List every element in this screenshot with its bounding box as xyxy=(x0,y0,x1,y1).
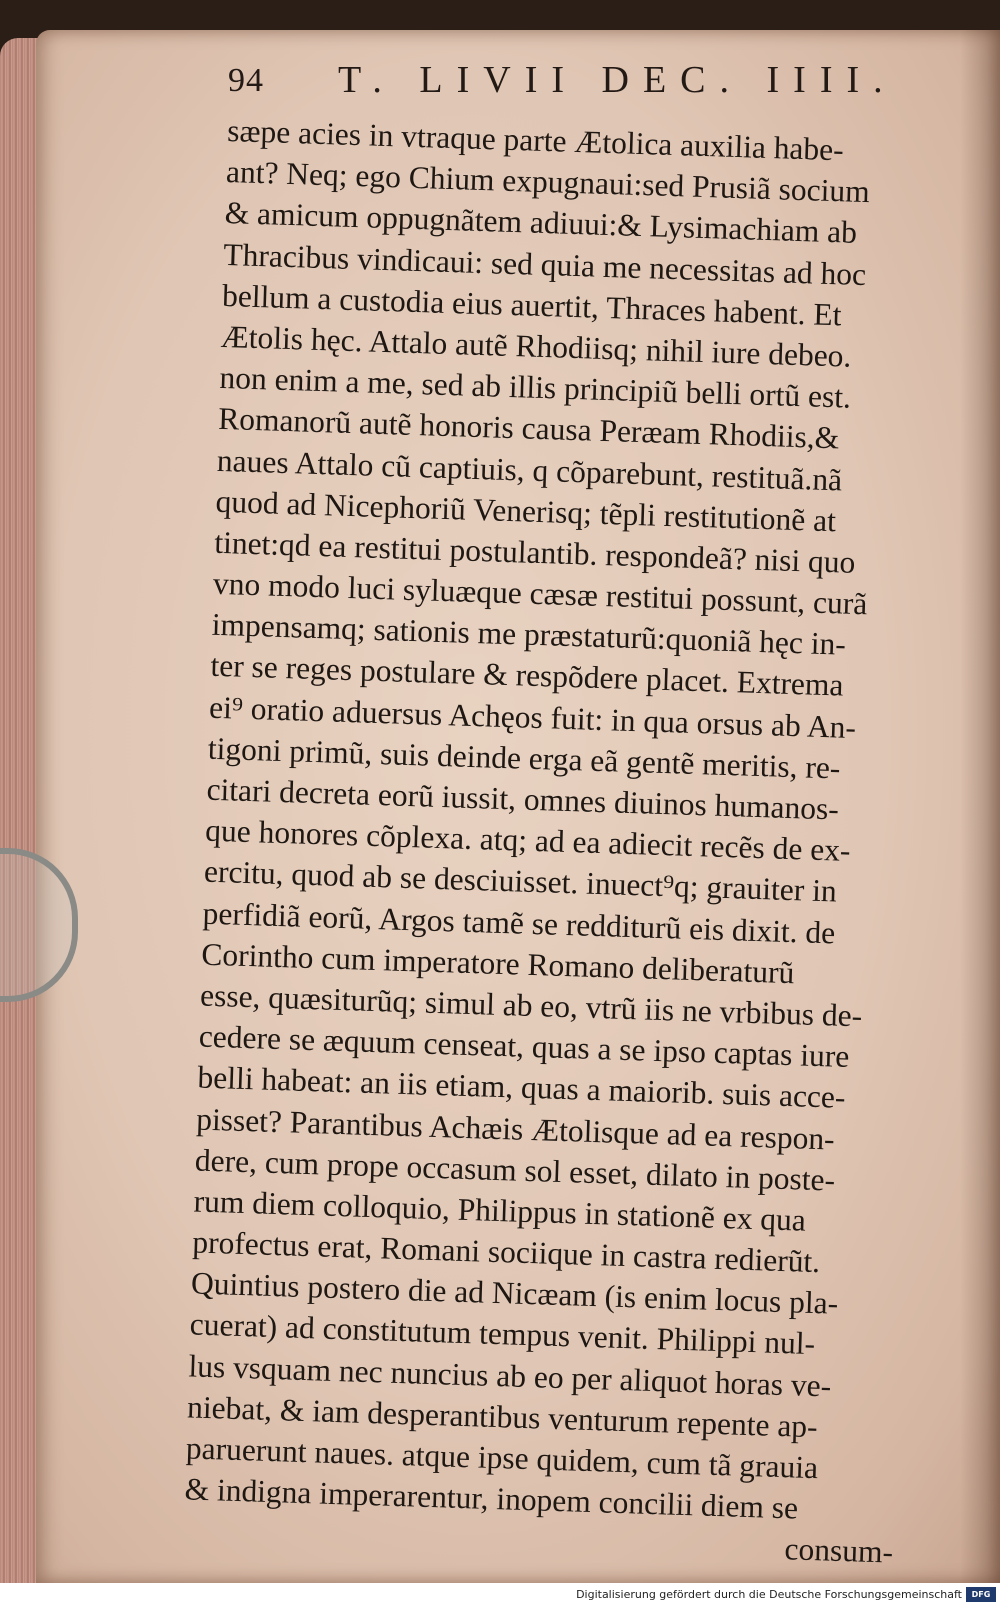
footer-bar xyxy=(0,1583,1000,1609)
text-line: rum diem colloquio, Philippus in stationẽ ex qua xyxy=(193,1183,807,1238)
text-line: niebat, & iam desperantibus venturum repente ap- xyxy=(186,1389,819,1444)
text-line: citari decreta eorũ iussit, omnes diuinos humanos- xyxy=(206,771,840,827)
text-line: que honores cõplexa. atq; ad ea adiecit recẽs de ex- xyxy=(204,812,852,869)
footer-credit: Digitalisierung gefördert durch die Deutsche Forschungsgemeinschaft xyxy=(576,1588,962,1601)
text-line: Romanorũ autẽ honoris causa Peræam Rhodiis,& xyxy=(217,401,840,456)
text-line: belli habeat: an iis etiam, quas a maiorib. suis acce- xyxy=(197,1059,846,1116)
text-line: Corintho cum imperatore Romano deliberaturũ xyxy=(200,936,795,990)
text-line: ant? Neq; ego Chium expugnaui:sed Prusiã socium xyxy=(225,154,871,210)
text-line: paruerunt naues. atque ipse quidem, cum tã grauia xyxy=(185,1430,819,1486)
page-number: 94 xyxy=(228,62,264,99)
text-line: Quintius postero die ad Nicæam (is enim locus pla- xyxy=(190,1265,839,1321)
text-line: naues Attalo cũ captiuis, q cõparebunt, restituã.nã xyxy=(216,442,843,497)
text-line: perfidiã eorũ, Argos tamẽ se redditurũ eis dixit. de xyxy=(202,895,836,951)
text-line: ercitu, quod ab se desciuisset. inuect⁹q; grauiter in xyxy=(203,854,838,909)
text-line: pisset? Parantibus Achæis Ætolisque ad ea respon- xyxy=(195,1101,836,1157)
text-line: cedere se æquum censeat, quas a se ipso captas iure xyxy=(198,1018,850,1075)
text-line: quod ad Nicephoriũ Venerisq; tẽpli restitutionẽ at xyxy=(215,483,837,538)
text-line: sæpe acies in vtraque parte Ætolica auxilia habe- xyxy=(226,112,845,168)
text-line: tinet:qd ea restitui postulantib. respondeã? nisi quo xyxy=(213,524,856,580)
page-header xyxy=(228,59,918,108)
text-line: non enim a me, sed ab illis principiũ belli ortũ est. xyxy=(219,360,852,415)
catchword: consum- xyxy=(784,1531,894,1570)
text-line: esse, quæsiturũq; simul ab eo, vtrũ iis ne vrbibus de- xyxy=(199,977,863,1034)
text-line: lus vsquam nec nuncius ab eo per aliquot horas ve- xyxy=(187,1348,832,1404)
running-head: T. LIVII DEC. IIII. xyxy=(338,59,897,101)
text-line: Thracibus vindicaui: sed quia me necessitas ad hoc xyxy=(222,236,867,292)
body-text xyxy=(183,110,948,1573)
text-line: impensamq; sationis me præstaturũ:quoniã hęc in- xyxy=(211,607,847,662)
text-line: dere, cum prope occasum sol esset, dilato in poste- xyxy=(194,1142,836,1198)
dfg-logo: DFG xyxy=(966,1587,996,1602)
text-line: Ætolis hęc. Attalo autẽ Rhodiisq; nihil iure debeo. xyxy=(220,318,852,374)
text-line: tigoni primũ, suis deinde erga eã gentẽ meritis, re- xyxy=(207,730,841,786)
text-line: bellum a custodia eius auertit, Thraces habent. Et xyxy=(221,277,843,333)
text-line: profectus erat, Romani sociique in castra redierũt. xyxy=(191,1224,821,1280)
gutter-shadow xyxy=(960,30,1000,1583)
text-line: ter se reges postulare & respõdere placet. Extrema xyxy=(209,648,844,704)
text-line: ei⁹ oratio aduersus Achęos fuit: in qua orsus ab An- xyxy=(208,689,857,745)
text-line: & amicum oppugnãtem adiuui:& Lysimachiam ab xyxy=(224,195,858,251)
text-line: & indigna imperarentur, inopem concilii diem se xyxy=(184,1471,799,1526)
text-line: vno modo luci syluæque cæsæ restitui possunt, curã xyxy=(212,565,868,622)
text-line: cuerat) ad constitutum tempus venit. Philippi nul- xyxy=(189,1306,816,1362)
